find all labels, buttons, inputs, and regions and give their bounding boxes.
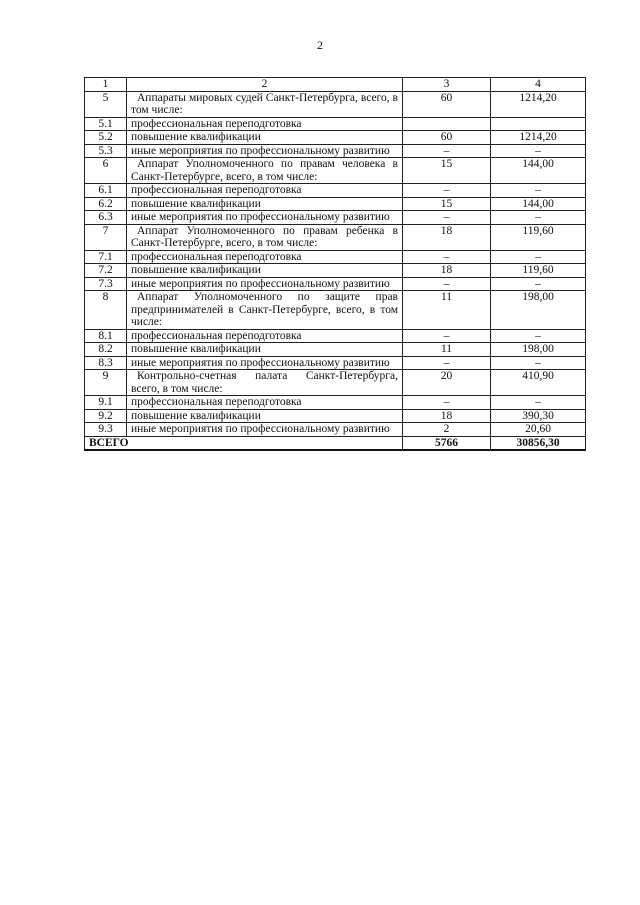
row-description-cell: профессиональная переподготовка — [127, 329, 403, 343]
row-amount-cell: – — [491, 144, 586, 158]
row-count-cell: 18 — [403, 409, 491, 423]
table-row — [85, 356, 586, 370]
row-description-cell: Аппарат Уполномоченного по правам ребенка в Санкт-Петербурге, всего, в том числе: — [127, 224, 403, 250]
row-number-cell: 9.1 — [85, 396, 127, 410]
row-description-cell: Аппарат Уполномоченного по правам человека в Санкт-Петербурге, всего, в том числе: — [127, 158, 403, 184]
row-description-cell: профессиональная переподготовка — [127, 250, 403, 264]
row-description-cell: иные мероприятия по профессиональному развитию — [127, 277, 403, 291]
row-number-cell: 6.2 — [85, 197, 127, 211]
total-label: ВСЕГО — [85, 436, 403, 450]
row-amount-cell: 390,30 — [491, 409, 586, 423]
table-row — [85, 184, 586, 198]
table-row — [85, 91, 586, 117]
row-number-cell: 8.3 — [85, 356, 127, 370]
row-amount-cell: 410,90 — [491, 370, 586, 396]
column-header-1: 1 — [85, 78, 127, 92]
row-number-cell: 6.3 — [85, 211, 127, 225]
row-amount-cell: – — [491, 329, 586, 343]
row-amount-cell: 119,60 — [491, 264, 586, 278]
row-number-cell: 7 — [85, 224, 127, 250]
row-count-cell: 18 — [403, 264, 491, 278]
row-number-cell: 5.3 — [85, 144, 127, 158]
row-number-cell: 8.1 — [85, 329, 127, 343]
row-amount-cell: – — [491, 211, 586, 225]
row-description-cell: повышение квалификации — [127, 131, 403, 145]
row-number-cell: 5 — [85, 91, 127, 117]
row-count-cell: – — [403, 396, 491, 410]
table-row — [85, 224, 586, 250]
row-count-cell: 15 — [403, 158, 491, 184]
total-amount: 30856,30 — [491, 436, 586, 450]
row-description-cell: иные мероприятия по профессиональному развитию — [127, 423, 403, 437]
row-number-cell: 9.2 — [85, 409, 127, 423]
row-number-cell: 7.1 — [85, 250, 127, 264]
row-description-cell: Контрольно-счетная палата Санкт-Петербурга, всего, в том числе: — [127, 370, 403, 396]
table-body — [85, 78, 586, 451]
row-number-cell: 6.1 — [85, 184, 127, 198]
row-amount-cell — [491, 117, 586, 131]
row-number-cell: 7.2 — [85, 264, 127, 278]
row-description-cell: иные мероприятия по профессиональному развитию — [127, 144, 403, 158]
row-count-cell: – — [403, 144, 491, 158]
row-count-cell: – — [403, 184, 491, 198]
table-row — [85, 250, 586, 264]
row-amount-cell: – — [491, 277, 586, 291]
row-amount-cell: 20,60 — [491, 423, 586, 437]
row-count-cell: – — [403, 277, 491, 291]
row-amount-cell: 144,00 — [491, 197, 586, 211]
row-amount-cell: – — [491, 356, 586, 370]
table-row — [85, 409, 586, 423]
table-row — [85, 423, 586, 437]
row-description-cell: повышение квалификации — [127, 264, 403, 278]
row-description-cell: профессиональная переподготовка — [127, 117, 403, 131]
row-amount-cell: – — [491, 184, 586, 198]
row-count-cell: 15 — [403, 197, 491, 211]
row-description-cell: профессиональная переподготовка — [127, 396, 403, 410]
row-count-cell: 18 — [403, 224, 491, 250]
row-count-cell: 20 — [403, 370, 491, 396]
row-amount-cell: 198,00 — [491, 291, 586, 330]
row-number-cell: 8.2 — [85, 343, 127, 357]
table-row — [85, 370, 586, 396]
row-number-cell: 7.3 — [85, 277, 127, 291]
total-row — [85, 436, 586, 450]
row-amount-cell: 119,60 — [491, 224, 586, 250]
column-header-4: 4 — [491, 78, 586, 92]
row-count-cell: 60 — [403, 131, 491, 145]
column-header-2: 2 — [127, 78, 403, 92]
table-row — [85, 117, 586, 131]
row-number-cell: 9.3 — [85, 423, 127, 437]
row-count-cell: – — [403, 211, 491, 225]
table-row — [85, 291, 586, 330]
table-row — [85, 197, 586, 211]
row-description-cell: повышение квалификации — [127, 343, 403, 357]
row-count-cell: – — [403, 250, 491, 264]
row-amount-cell: 1214,20 — [491, 91, 586, 117]
training-table — [84, 77, 586, 451]
row-count-cell: 60 — [403, 91, 491, 117]
table-row — [85, 144, 586, 158]
row-amount-cell: 198,00 — [491, 343, 586, 357]
row-count-cell: – — [403, 356, 491, 370]
row-amount-cell: – — [491, 396, 586, 410]
table-row — [85, 211, 586, 225]
row-count-cell: 11 — [403, 343, 491, 357]
row-description-cell: Аппараты мировых судей Санкт-Петербурга, всего, в том числе: — [127, 91, 403, 117]
row-count-cell: 2 — [403, 423, 491, 437]
table-row — [85, 396, 586, 410]
total-count: 5766 — [403, 436, 491, 450]
row-count-cell — [403, 117, 491, 131]
table-row — [85, 131, 586, 145]
row-description-cell: иные мероприятия по профессиональному развитию — [127, 356, 403, 370]
row-amount-cell: 1214,20 — [491, 131, 586, 145]
row-number-cell: 8 — [85, 291, 127, 330]
row-count-cell: 11 — [403, 291, 491, 330]
row-description-cell: профессиональная переподготовка — [127, 184, 403, 198]
row-description-cell: повышение квалификации — [127, 197, 403, 211]
row-number-cell: 6 — [85, 158, 127, 184]
table-row — [85, 343, 586, 357]
table-row — [85, 329, 586, 343]
page-number: 2 — [317, 38, 323, 52]
row-number-cell: 5.2 — [85, 131, 127, 145]
row-number-cell: 9 — [85, 370, 127, 396]
row-count-cell: – — [403, 329, 491, 343]
row-description-cell: иные мероприятия по профессиональному развитию — [127, 211, 403, 225]
table-header-row — [85, 78, 586, 92]
row-amount-cell: 144,00 — [491, 158, 586, 184]
table-row — [85, 264, 586, 278]
table-row — [85, 158, 586, 184]
row-description-cell: Аппарат Уполномоченного по защите прав предпринимателей в Санкт-Петербурге, всего, в том числе: — [127, 291, 403, 330]
row-description-cell: повышение квалификации — [127, 409, 403, 423]
column-header-3: 3 — [403, 78, 491, 92]
row-number-cell: 5.1 — [85, 117, 127, 131]
table-row — [85, 277, 586, 291]
row-amount-cell: – — [491, 250, 586, 264]
